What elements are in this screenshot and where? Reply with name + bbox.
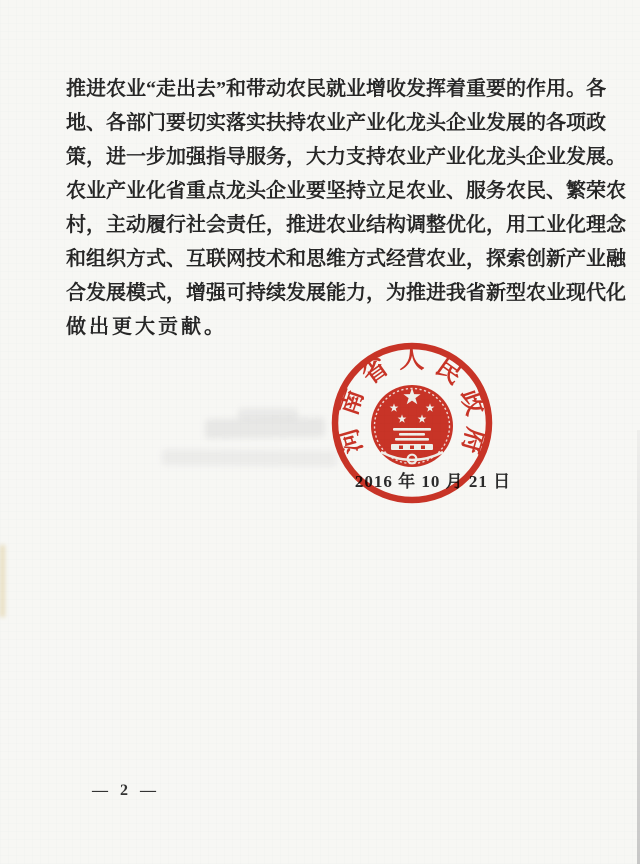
body-line-8: 做出更大贡献。 <box>66 316 227 338</box>
body-line-6: 和组织方式、互联网技术和思维方式经营农业，探索创新产业融 <box>66 248 626 270</box>
page-number: — 2 — <box>92 782 160 799</box>
seal-char: 政 <box>454 386 489 419</box>
body-line-1: 推进农业“走出去”和带动农民就业增收发挥着重要的作用。各 <box>66 78 606 100</box>
seal-char: 府 <box>456 424 489 457</box>
scan-smear <box>0 545 5 617</box>
document-body <box>66 72 626 344</box>
seal-char: 人 <box>399 346 425 374</box>
seal-char: 南 <box>335 386 370 419</box>
bleedthrough-smudge <box>205 417 325 439</box>
body-line-7: 合发展模式，增强可持续发展能力，为推进我省新型农业现代化 <box>66 282 626 304</box>
seal-char: 省 <box>357 353 394 390</box>
body-line-5: 村，主动履行社会责任，推进农业结构调整优化，用工业化理念 <box>66 214 626 236</box>
body-line-3: 策，进一步加强指导服务，大力支持农业产业化龙头企业发展。 <box>66 146 626 168</box>
seal-char: 河 <box>335 424 368 457</box>
bleedthrough-smudge <box>238 408 298 420</box>
seal-char: 民 <box>430 353 467 390</box>
national-emblem <box>371 385 453 467</box>
bleedthrough-smudge <box>162 449 337 467</box>
body-line-4: 农业产业化省重点龙头企业要坚持立足农业、服务农民、繁荣农 <box>66 180 626 202</box>
issue-date: 2016 年 10 月 21 日 <box>354 472 512 491</box>
official-seal <box>327 338 497 508</box>
body-line-2: 地、各部门要切实落实扶持农业产业化龙头企业发展的各项政 <box>66 112 606 134</box>
